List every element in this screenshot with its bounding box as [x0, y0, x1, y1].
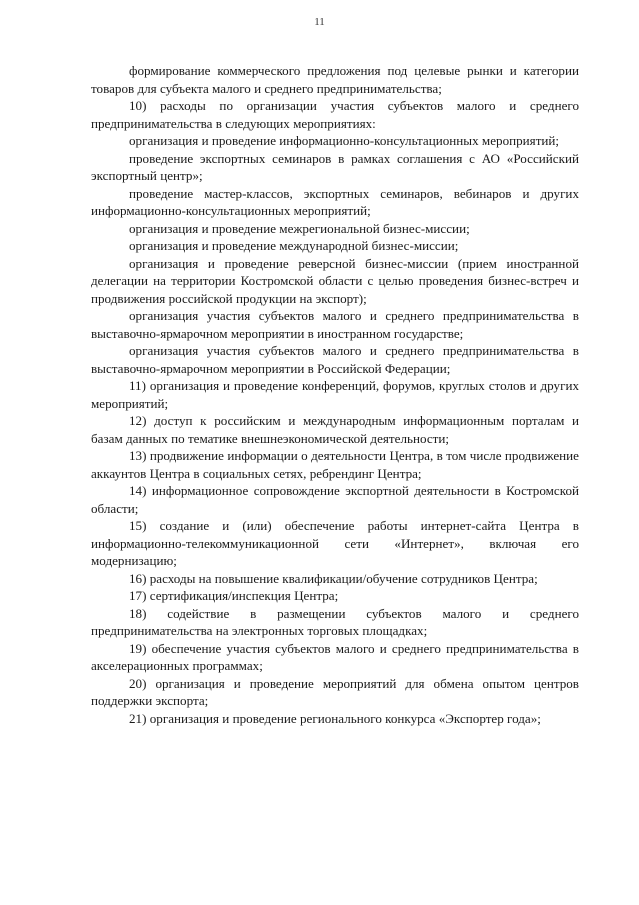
paragraph-interregional-mission: организация и проведение межрегиональной бизнес-миссии;: [129, 220, 470, 236]
paragraph-item-19: 19) обеспечение участия субъектов малого и среднего предпринимательства в акселерационных программах;: [91, 640, 579, 673]
paragraph-item-15: 15) создание и (или) обеспечение работы интернет-сайта Центра в информационно-телекоммуникационной сети «Интернет», включая его модернизацию;: [91, 518, 579, 568]
paragraph-exhibition-russia: организация участия субъектов малого и среднего предпринимательства в выставочно-ярмарочном мероприятии в Российской Федерации;: [91, 343, 579, 376]
paragraph-item-10: 10) расходы по организации участия субъектов малого и среднего предпринимательства в следующих мероприятиях:: [91, 98, 579, 131]
paragraph-item-20: 20) организация и проведение мероприятий для обмена опытом центров поддержки экспорта;: [91, 675, 579, 708]
paragraph-info-consulting: организация и проведение информационно-консультационных мероприятий;: [129, 133, 560, 148]
paragraph-export-seminars: проведение экспортных семинаров в рамках соглашения с АО «Российский экспортный центр»;: [91, 150, 579, 183]
page-number: 11: [314, 16, 325, 28]
paragraph-item-14: 14) информационное сопровождение экспортной деятельности в Костромской области;: [91, 483, 579, 516]
paragraph-reverse-mission: организация и проведение реверсной бизнес-миссии (прием иностранной делегации на территории Костромской области с целью проведения бизнес-встреч и продвижения российской продукции на экспорт);: [91, 255, 579, 306]
paragraph-item-17: 17) сертификация/инспекция Центра;: [129, 588, 339, 603]
paragraph-item-16: 16) расходы на повышение квалификации/обучение сотрудников Центра;: [129, 570, 538, 586]
paragraph-item-18: 18) содействие в размещении субъектов малого и среднего предпринимательства на электронных торговых площадках;: [91, 605, 579, 638]
paragraph-item-11: 11) организация и проведение конференций, форумов, круглых столов и других мероприятий;: [91, 378, 579, 411]
document-body: [91, 62, 579, 727]
paragraph-master-classes: проведение мастер-классов, экспортных семинаров, вебинаров и других информационно-консультационных мероприятий;: [91, 185, 579, 218]
paragraph-international-mission: организация и проведение международной бизнес-миссии;: [129, 238, 459, 253]
paragraph-exhibition-foreign: организация участия субъектов малого и среднего предпринимательства в выставочно-ярмарочном мероприятии в иностранном государстве;: [91, 308, 579, 341]
paragraph-item-21: 21) организация и проведение регионального конкурса «Экспортер года»;: [129, 710, 541, 726]
paragraph-commercial-offer: формирование коммерческого предложения под целевые рынки и категории товаров для субъекта малого и среднего предпринимательства;: [91, 63, 579, 96]
paragraph-item-13: 13) продвижение информации о деятельности Центра, в том числе продвижение аккаунтов Центра в социальных сетях, ребрендинг Центра;: [91, 448, 579, 481]
paragraph-item-12: 12) доступ к российским и международным информационным порталам и базам данных по тематике внешнеэкономической деятельности;: [91, 413, 579, 446]
